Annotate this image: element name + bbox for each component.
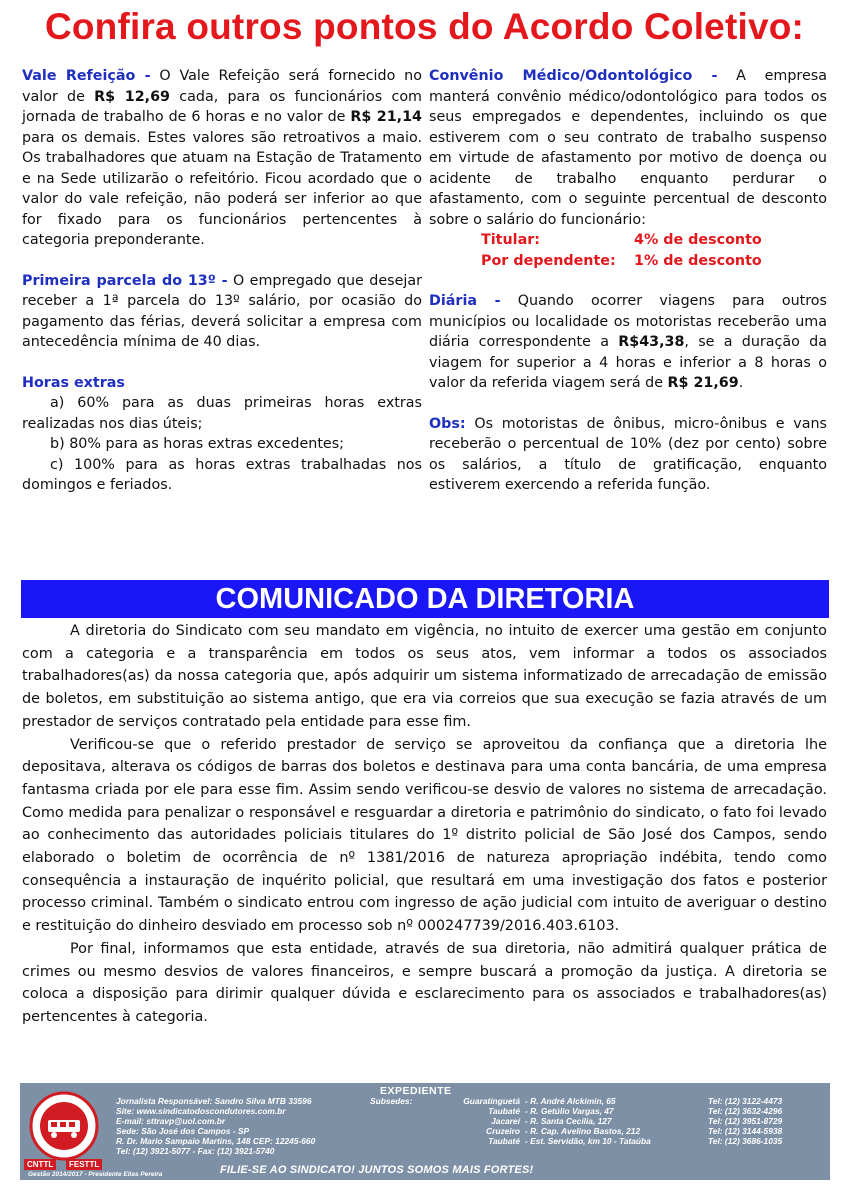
diaria-section bbox=[429, 291, 827, 394]
footer-line: Jornalista Responsável: Sandro Silva MTB 33596 bbox=[116, 1096, 312, 1106]
obs-label: Obs: bbox=[429, 415, 466, 432]
comunicado-banner: COMUNICADO DA DIRETORIA bbox=[21, 580, 829, 618]
horas-extras-item-b: b) 80% para as horas extras excedentes; bbox=[50, 436, 344, 452]
subsedes-list bbox=[370, 1096, 651, 1147]
dependente-value: 1% de desconto bbox=[634, 252, 762, 269]
dependente-label: Por dependente: bbox=[481, 252, 616, 269]
gestao-text: Gestão 2014/2017 - Presidente Elias Pereira bbox=[28, 1171, 163, 1178]
footer-line: Sede: São José dos Campos - SP bbox=[116, 1126, 250, 1137]
phone-number: Tel: (12) 3144-5938 bbox=[708, 1126, 783, 1137]
subsede-address: - R. André Alckimin, 65 bbox=[525, 1096, 616, 1106]
subsede-row bbox=[425, 1116, 651, 1126]
comunicado-paragraph-1: A diretoria do Sindicato com seu mandato em vigência, no intuito de exercer uma gestão em conjunto com a categoria e a transparência em todos os seus atos, vem informar a todos os associados trabalhadores(as) da nossa categoria que, após adquirir um sistema informatizado de arrecadação de emissão de boletos, em substituição ao sistema antigo, que era via correios que sua execução se fazia através de um prestador de serviços contratado pela entidade para esse fim. bbox=[22, 623, 827, 730]
footer-line: Tel: (12) 3921-5077 - Fax: (12) 3921-5740 bbox=[116, 1146, 275, 1157]
union-logo-icon bbox=[26, 1090, 102, 1166]
titular-value: 4% de desconto bbox=[634, 232, 762, 248]
horas-extras-item-a: a) 60% para as duas primeiras horas extras realizadas nos dias úteis; bbox=[22, 395, 422, 432]
subsede-row bbox=[425, 1136, 651, 1146]
page-headline: Confira outros pontos do Acordo Coletivo: bbox=[44, 6, 805, 47]
decimo-text: O empregado que desejar receber a 1ª parcela do 13º salário, por ocasião do pagamento das férias, deverá solicitar a empresa com antecedência mínima de 40 dias. bbox=[22, 272, 422, 350]
phone-number: Tel: (12) 3686-1035 bbox=[708, 1136, 783, 1147]
subsede-city: Jacareí bbox=[491, 1116, 520, 1127]
phone-number: Tel: (12) 3632-4296 bbox=[708, 1106, 783, 1117]
comunicado-paragraph-2: Verificou-se que o referido prestador de serviço se aproveitou da confiança que a diretoria lhe depositava, alterava os códigos de barras dos boletos e destinava para uma conta bancária, de uma empresa fantasma criada por ele para esse fim. Assim sendo verificou-se desvio de valores no sistema de arrecadação. Como medida para penalizar o responsável e resguardar a diretoria e patrimônio do sindicato, o fato foi levado ao conhecimento das autoridades policiais titulares do 1º distrito policial de São José dos Campos, sendo elaborado o boletim de ocorrência de nº 1381/2016 de natureza apropriação indébita, tendo como consequência a instauração de inquérito policial, que resultará em uma investigação dos fatos e posterior processo criminal. Também o sindicato entrou com ingresso de ação judicial com intuito de averiguar o destino e restituição do dinheiro desviado em processo sob nº 000247739/2016.403.6103. bbox=[22, 736, 827, 935]
slogan: FILIE-SE AO SINDICATO! JUNTOS SOMOS MAIS FORTES! bbox=[220, 1164, 534, 1176]
subsede-address: - R. Getúlio Vargas, 47 bbox=[525, 1106, 614, 1117]
subsede-address: - R. Santa Cecília, 127 bbox=[525, 1116, 612, 1127]
expediente-title: EXPEDIENTE bbox=[380, 1085, 452, 1097]
vale-refeicao-label: Vale Refeição - bbox=[22, 68, 151, 84]
vale-text-1: O Vale Refeição será fornecido no valor de bbox=[22, 68, 422, 105]
horas-extras-item-c: c) 100% para as horas extras trabalhadas nos domingos e feriados. bbox=[22, 456, 422, 493]
subsede-city: Taubaté bbox=[488, 1136, 520, 1147]
expediente-footer bbox=[20, 1083, 830, 1180]
footer-line: Site: www.sindicatodoscondutores.com.br bbox=[116, 1106, 286, 1117]
journalist-info bbox=[116, 1096, 315, 1157]
discount-dependente bbox=[429, 251, 827, 272]
titular-label: Titular: bbox=[481, 232, 540, 248]
phone-number: Tel: (12) 3951-8729 bbox=[708, 1116, 783, 1127]
diaria-text-3: . bbox=[738, 375, 744, 391]
subsede-row: Subsedes: Guaratinguetá - R. André Alckimin, 65 bbox=[370, 1096, 616, 1106]
cnttl-badge: CNTTL bbox=[24, 1159, 56, 1170]
right-column bbox=[429, 66, 827, 496]
horas-extras-label: Horas extras bbox=[22, 374, 125, 391]
subsede-city: Cruzeiro bbox=[486, 1126, 520, 1137]
convenio-section bbox=[429, 66, 827, 230]
subsede-address: - Est. Servidão, km 10 - Tataúba bbox=[525, 1136, 651, 1147]
subsede-city: Guaratinguetá bbox=[463, 1096, 520, 1106]
diaria-text-2: , se a duração da viagem for superior a 4 horas e inferior a 8 horas o valor da referida viagem será de bbox=[429, 334, 827, 391]
convenio-label: Convênio Médico/Odontológico - bbox=[429, 68, 718, 84]
subsede-city: Taubaté bbox=[488, 1106, 520, 1117]
discount-titular bbox=[429, 230, 827, 251]
diaria-label: Diária - bbox=[429, 293, 501, 309]
subsede-phones bbox=[708, 1096, 782, 1146]
subsede-row bbox=[425, 1126, 651, 1136]
phone-number: Tel: (12) 3122-4473 bbox=[708, 1096, 783, 1106]
diaria-value-2: R$ 21,69 bbox=[667, 375, 739, 391]
subsede-address: - R. Cap. Avelino Bastos, 212 bbox=[525, 1126, 641, 1137]
footer-line: R. Dr. Mario Sampaio Martins, 148 CEP: 12245-660 bbox=[116, 1136, 316, 1147]
comunicado-body bbox=[22, 620, 827, 1029]
obs-section bbox=[429, 414, 827, 496]
vale-value-2: R$ 21,14 bbox=[350, 109, 422, 125]
vale-refeicao-section bbox=[22, 66, 422, 251]
vale-text-2: cada, para os funcionários com jornada de trabalho de 6 horas e no valor de bbox=[22, 88, 422, 125]
convenio-text: A empresa manterá convênio médico/odontológico para todos os seus empregados e dependentes, incluindo os que estiverem com o seu contrato de trabalho suspenso em virtude de afastamento por motivo de doença ou acidente de trabalho enquanto perdurar o afastamento, com o seguinte percentual de desconto sobre o salário do funcionário: bbox=[429, 68, 827, 228]
vale-value-1: R$ 12,69 bbox=[94, 88, 171, 105]
diaria-value-1: R$43,38 bbox=[618, 334, 685, 350]
footer-line: E-mail: sttravp@uol.com.br bbox=[116, 1116, 226, 1127]
obs-text: Os motoristas de ônibus, micro-ônibus e vans receberão o percentual de 10% (dez por cento) sobre os salários, a título de gratificação, enquanto estiverem exercendo a referida função. bbox=[429, 415, 827, 493]
subsede-row bbox=[425, 1106, 651, 1116]
diaria-text-1: Quando ocorrer viagens para outros municípios ou localidade os motoristas receberão uma diária correspondente a bbox=[429, 293, 827, 350]
vale-text-3: para os demais. Estes valores são retroativos a maio. Os trabalhadores que atuam na Estação de Tratamento e na Sede utilizarão o refeitório. Ficou acordado que o valor do vale refeição, não poderá ser inferior ao que for fixado para os funcionários pertencentes à categoria preponderante. bbox=[22, 129, 422, 248]
left-column bbox=[22, 66, 422, 496]
decimo-label: Primeira parcela do 13º - bbox=[22, 272, 228, 289]
festtl-badge: FESTTL bbox=[66, 1159, 102, 1170]
decimo-section bbox=[22, 271, 422, 353]
comunicado-paragraph-3: Por final, informamos que esta entidade, através de sua diretoria, não admitirá qualquer prática de crimes ou mesmo desvios de valores financeiros, e sempre buscará a promoção da justiça. A diretoria se coloca a disposição para dirimir qualquer dúvida e esclarecimento para os associados e trabalhadores(as) pertencentes à categoria. bbox=[22, 940, 827, 1025]
